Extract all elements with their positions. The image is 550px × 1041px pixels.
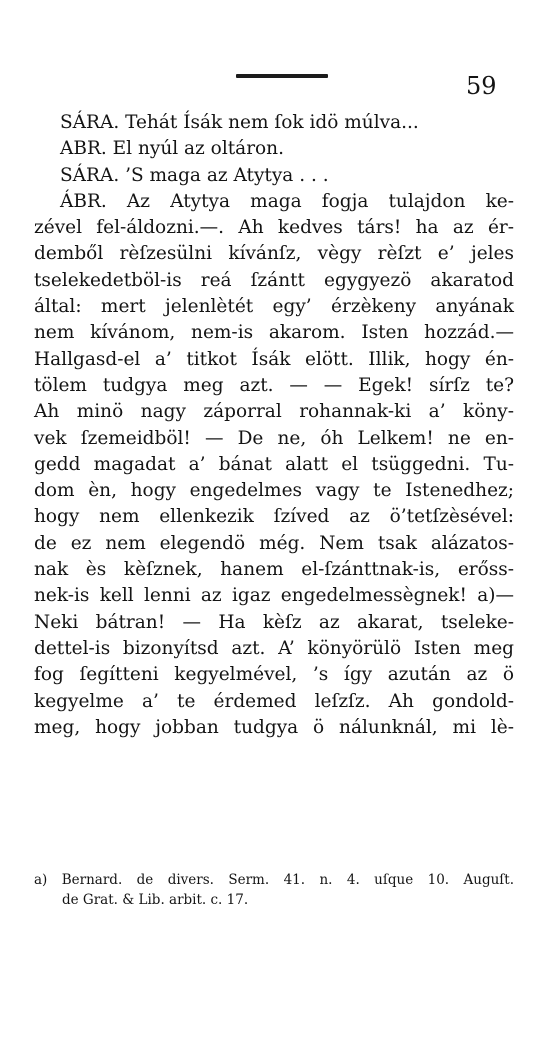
footnote-line: de Grat. & Lib. arbit. c. 17. [62,892,249,908]
text-line: tselekedetböl-is reá ſzántt egygyezö akaratod [34,269,514,291]
text-line: gedd magadat a’ bánat alatt el tsüggedni. Tu- [34,453,514,475]
text-line: által: mert jelenlètét egy’ érzèkeny anyának [34,296,514,318]
text-line: nek-is kell lenni az igaz engedelmessègnek! a)— [34,585,514,607]
text-line: meg, hogy jobban tudgya ö nálunknál, mi lè- [34,716,514,738]
text-line: nak ès kèſznek, hanem el-ſzánttnak-is, erőss- [34,559,514,581]
text-line: Ah minö nagy záporral rohannak-ki a’ köny- [34,401,514,423]
footnote-line: a) Bernard. de divers. Serm. 41. n. 4. uſque 10. Auguſt. [34,872,514,888]
text-line: kegyelme a’ te érdemed leſzſz. Ah gondold- [34,690,514,712]
text-line: SÁRA. Tehát Ísák nem ſok idö múlva... [60,112,419,133]
header-rule [236,74,328,78]
text-line: hogy nem ellenkezik ſzíved az ö’tetſzèsével: [34,506,514,528]
page-number: 59 [466,72,497,100]
text-line: fog ſegítteni kegyelmével, ’s így azután az ö [34,664,514,686]
text-line: dom èn, hogy engedelmes vagy te Istenedhez; [34,480,514,502]
text-line: vek ſzemeidböl! — De ne, óh Lelkem! ne en- [34,427,514,449]
text-line: Neki bátran! — Ha kèſz az akarat, tseleke- [34,611,514,633]
footnotes [34,870,514,910]
text-line: tölem tudgya meg azt. — — Egek! sírſz te? [34,374,514,396]
text-line: nem kívánom, nem-is akarom. Isten hozzád.— [34,322,514,344]
text-line: dettel-is bizonyítsd azt. A’ könyörülö Isten meg [34,637,514,659]
text-line: SÁRA. ’S maga az Atytya . . . [60,164,329,186]
text-line: de ez nem elegendö még. Nem tsak alázatos- [34,532,514,554]
body-text [34,110,514,741]
text-line: Hallgasd-el a’ titkot Ísák elött. Illik, hogy én- [34,348,514,370]
text-line: ABR. El nyúl az oltáron. [60,138,284,160]
text-line: ÁBR. Az Atytya maga fogja tulajdon ke- [60,190,514,212]
text-line: demből rèſzesülni kívánſz, vègy rèſzt e’ jeles [34,243,514,265]
text-line: zével fel-áldozni.—. Ah kedves társ! ha az ér- [34,217,514,239]
